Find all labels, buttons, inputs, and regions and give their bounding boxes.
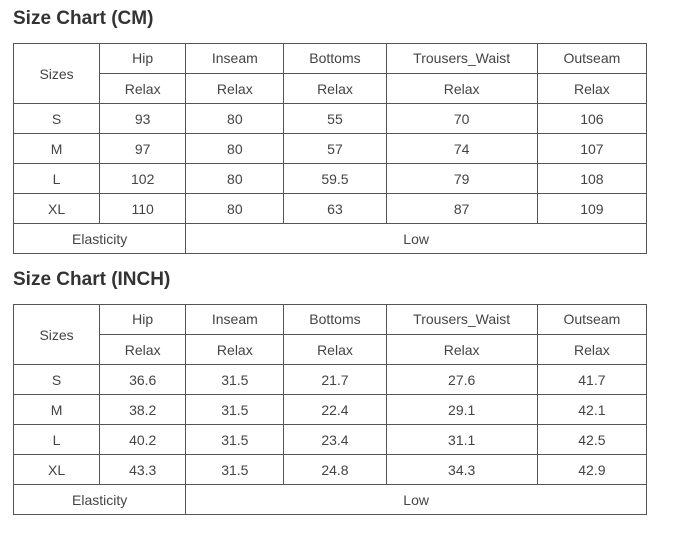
table-cell: 59.5 bbox=[284, 164, 386, 194]
sizes-header: Sizes bbox=[14, 44, 100, 104]
table-cell: 24.8 bbox=[284, 455, 386, 485]
table-cell: 79 bbox=[386, 164, 537, 194]
header-row bbox=[14, 305, 647, 335]
column-header-inseam: Inseam bbox=[186, 44, 284, 74]
table-row bbox=[14, 425, 647, 455]
elasticity-label: Elasticity bbox=[14, 224, 186, 254]
table-row bbox=[14, 365, 647, 395]
size-chart-inch-title: Size Chart (INCH) bbox=[13, 269, 171, 290]
fit-cell: Relax bbox=[537, 74, 646, 104]
table-cell: 31.5 bbox=[186, 425, 284, 455]
fit-cell: Relax bbox=[537, 335, 646, 365]
header-row bbox=[14, 44, 647, 74]
size-chart-cm-title: Size Chart (CM) bbox=[13, 8, 154, 29]
size-label: XL bbox=[14, 455, 100, 485]
fit-cell: Relax bbox=[386, 335, 537, 365]
elasticity-value: Low bbox=[186, 224, 647, 254]
column-header-trousers-waist: Trousers_Waist bbox=[386, 305, 537, 335]
fit-cell: Relax bbox=[284, 74, 386, 104]
size-chart-cm-table bbox=[13, 43, 647, 254]
sizes-header: Sizes bbox=[14, 305, 100, 365]
column-header-hip: Hip bbox=[100, 305, 186, 335]
size-label: M bbox=[14, 395, 100, 425]
table-cell: 21.7 bbox=[284, 365, 386, 395]
table-row bbox=[14, 104, 647, 134]
column-header-outseam: Outseam bbox=[537, 305, 646, 335]
column-header-hip: Hip bbox=[100, 44, 186, 74]
table-cell: 23.4 bbox=[284, 425, 386, 455]
elasticity-label: Elasticity bbox=[14, 485, 186, 515]
table-cell: 42.1 bbox=[537, 395, 646, 425]
table-cell: 42.9 bbox=[537, 455, 646, 485]
size-label: XL bbox=[14, 194, 100, 224]
size-chart-inch-table bbox=[13, 304, 647, 515]
table-cell: 108 bbox=[537, 164, 646, 194]
fit-cell: Relax bbox=[100, 74, 186, 104]
column-header-trousers-waist: Trousers_Waist bbox=[386, 44, 537, 74]
size-label: L bbox=[14, 164, 100, 194]
size-label: S bbox=[14, 365, 100, 395]
column-header-inseam: Inseam bbox=[186, 305, 284, 335]
table-cell: 107 bbox=[537, 134, 646, 164]
table-row bbox=[14, 395, 647, 425]
table-cell: 43.3 bbox=[100, 455, 186, 485]
table-cell: 74 bbox=[386, 134, 537, 164]
fit-row bbox=[14, 74, 647, 104]
table-cell: 87 bbox=[386, 194, 537, 224]
table-row bbox=[14, 455, 647, 485]
column-header-outseam: Outseam bbox=[537, 44, 646, 74]
fit-cell: Relax bbox=[186, 335, 284, 365]
table-cell: 40.2 bbox=[100, 425, 186, 455]
fit-cell: Relax bbox=[386, 74, 537, 104]
table-cell: 57 bbox=[284, 134, 386, 164]
table-cell: 34.3 bbox=[386, 455, 537, 485]
fit-cell: Relax bbox=[284, 335, 386, 365]
table-cell: 80 bbox=[186, 164, 284, 194]
size-label: S bbox=[14, 104, 100, 134]
table-cell: 31.5 bbox=[186, 365, 284, 395]
size-label: L bbox=[14, 425, 100, 455]
column-header-bottoms: Bottoms bbox=[284, 44, 386, 74]
elasticity-row bbox=[14, 224, 647, 254]
table-cell: 29.1 bbox=[386, 395, 537, 425]
table-cell: 97 bbox=[100, 134, 186, 164]
fit-cell: Relax bbox=[186, 74, 284, 104]
table-cell: 42.5 bbox=[537, 425, 646, 455]
table-cell: 106 bbox=[537, 104, 646, 134]
table-cell: 80 bbox=[186, 104, 284, 134]
table-cell: 22.4 bbox=[284, 395, 386, 425]
table-cell: 27.6 bbox=[386, 365, 537, 395]
table-cell: 93 bbox=[100, 104, 186, 134]
table-cell: 63 bbox=[284, 194, 386, 224]
table-row bbox=[14, 194, 647, 224]
fit-row bbox=[14, 335, 647, 365]
table-row bbox=[14, 164, 647, 194]
table-cell: 109 bbox=[537, 194, 646, 224]
table-cell: 31.5 bbox=[186, 455, 284, 485]
elasticity-row bbox=[14, 485, 647, 515]
table-cell: 55 bbox=[284, 104, 386, 134]
table-cell: 80 bbox=[186, 134, 284, 164]
table-cell: 31.1 bbox=[386, 425, 537, 455]
column-header-bottoms: Bottoms bbox=[284, 305, 386, 335]
table-cell: 38.2 bbox=[100, 395, 186, 425]
fit-cell: Relax bbox=[100, 335, 186, 365]
elasticity-value: Low bbox=[186, 485, 647, 515]
table-row bbox=[14, 134, 647, 164]
table-cell: 70 bbox=[386, 104, 537, 134]
table-cell: 36.6 bbox=[100, 365, 186, 395]
size-label: M bbox=[14, 134, 100, 164]
table-cell: 110 bbox=[100, 194, 186, 224]
table-cell: 102 bbox=[100, 164, 186, 194]
table-cell: 41.7 bbox=[537, 365, 646, 395]
table-cell: 80 bbox=[186, 194, 284, 224]
table-cell: 31.5 bbox=[186, 395, 284, 425]
